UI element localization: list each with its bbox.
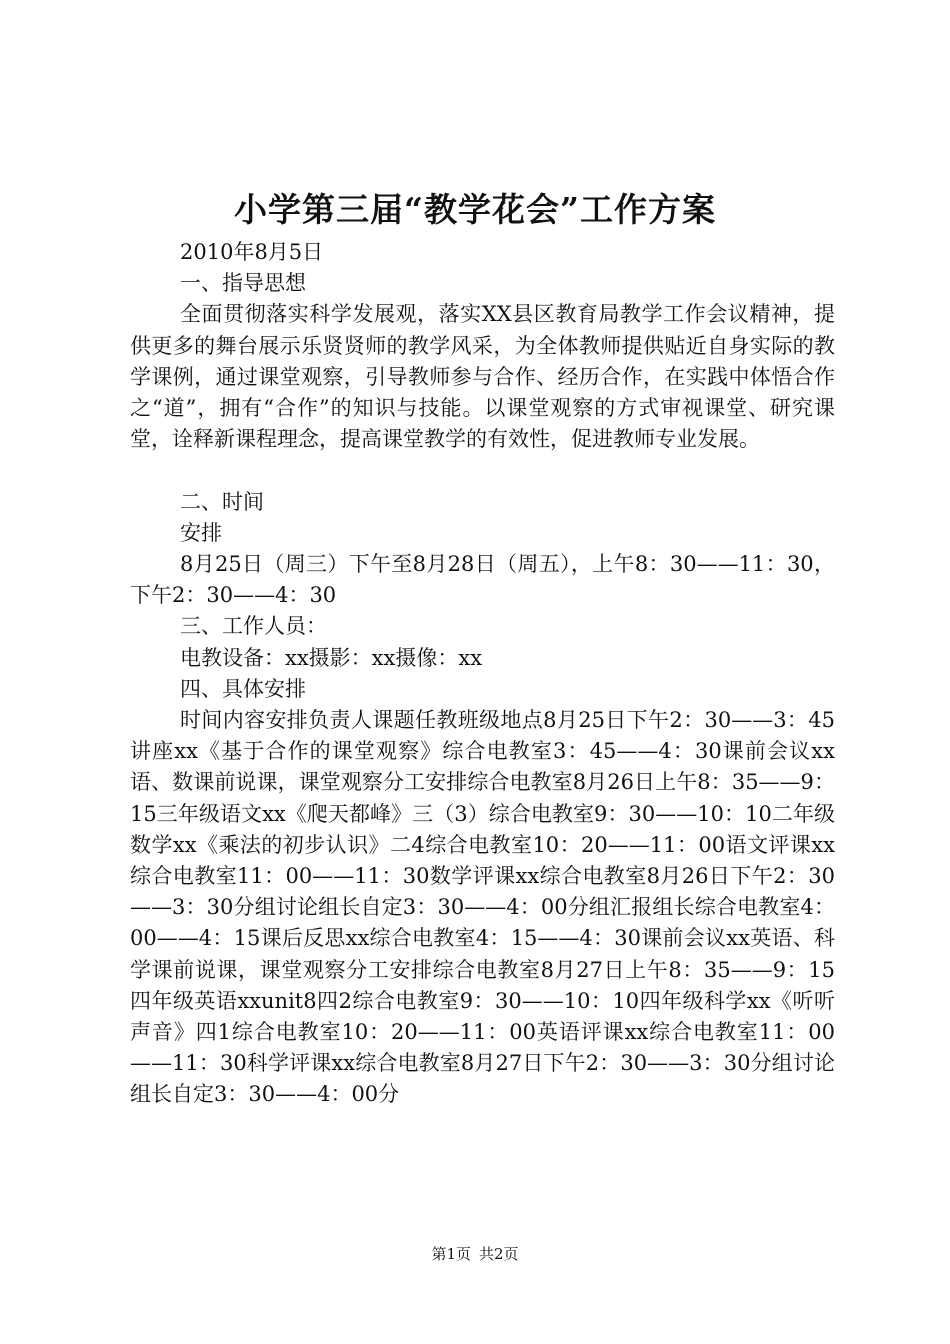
section-heading-staff: 三、工作人员： [180, 614, 327, 639]
document-body [130, 237, 835, 1111]
paragraph-staff: 电教设备：xx摄影：xx摄像：xx [180, 645, 483, 670]
section-subheading-arrangement: 安排 [180, 520, 222, 545]
page-number-current: 第1页 [431, 1245, 471, 1263]
section-heading-time: 二、时间 [180, 489, 264, 514]
paragraph-schedule: 时间内容安排负责人课题任教班级地点8月25日下午2：30——3：45讲座xx《基于合作的课堂观察》综合电教室3：45——4：30课前会议xx语、数课前说课，课堂观察分工安排综合电教室8月26日上午8：35——9：15三年级语文xx《爬天都峰》三（3）综合电教室9：30——10：10二年级数学xx《乘法的初步认识》二4综合电教室10：20——11：00语文评课xx综合电教室11：00——11：30数学评课xx综合电教室8月26日下午2：30——3：30分组讨论组长自定3：30——4：00分组汇报组长综合电教室4：00——4：15课后反思xx综合电教室4：15——4：30课前会议xx英语、科学课前说课，课堂观察分工安排综合电教室8月27日上午8：35——9：15四年级英语xxunit8四2综合电教室9：30——10：10四年级科学xx《听听声音》四1综合电教室10：20——11：00英语评课xx综合电教室11：00——11：30科学评课xx综合电教室8月27日下午2：30——3：30分组讨论组长自定3：30——4：00分 [130, 708, 835, 1107]
blank-line [130, 455, 835, 486]
paragraph-time: 8月25日（周三）下午至8月28日（周五），上午8：30——11：30，下午2：30——4：30 [130, 552, 835, 608]
section-heading-schedule: 四、具体安排 [180, 676, 306, 701]
page-footer [0, 1244, 950, 1264]
document-date: 2010年8月5日 [180, 240, 324, 264]
document-title: 小学第三届“教学花会”工作方案 [234, 190, 716, 229]
paragraph-guiding-thought: 全面贯彻落实科学发展观，落实XX县区教育局教学工作会议精神，提供更多的舞台展示乐贤贤师的教学风采，为全体教师提供贴近自身实际的教学课例，通过课堂观察，引导教师参与合作、经历合作，在实践中体悟合作之“道”，拥有“合作”的知识与技能。以课堂观察的方式审视课堂、研究课堂，诠释新课程理念，提高课堂教学的有效性，促进教师专业发展。 [130, 302, 835, 452]
section-heading-guiding-thought: 一、指导思想 [180, 271, 306, 296]
page-number-total: 共2页 [479, 1245, 519, 1263]
